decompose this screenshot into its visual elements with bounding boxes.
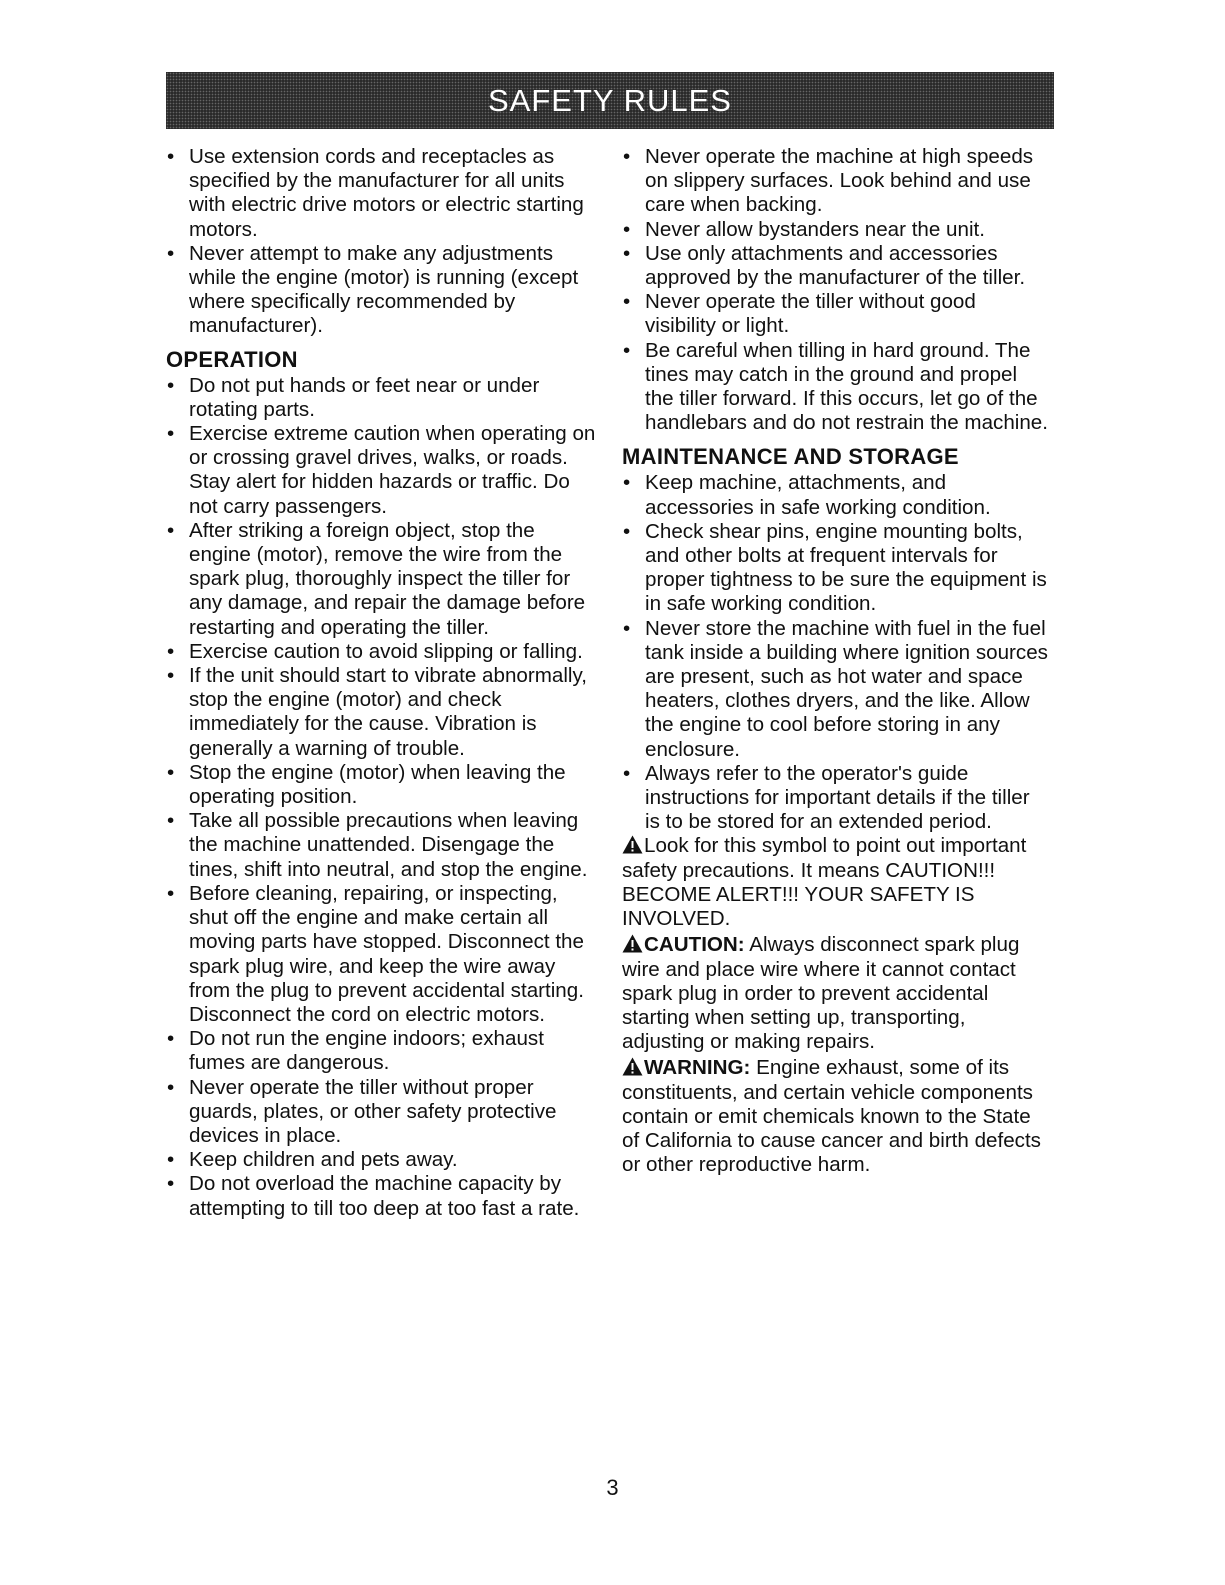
symbol-note-text: Look for this symbol to point out important safety precautions. It means CAUTION!!! BECOME ALERT!!! YOUR SAFETY IS INVOLVED.	[622, 834, 1027, 931]
caution-note	[622, 933, 1050, 1054]
warning-text: Engine exhaust, some of its constituents, and certain vehicle components contain or emit chemicals known to the State of California to cause cancer and birth defects or other reproductive harm.	[622, 1056, 1041, 1177]
warning-triangle-icon	[622, 835, 643, 854]
page-title: SAFETY RULES	[487, 82, 732, 118]
caution-text: Always disconnect spark plug wire and place wire where it cannot contact spark plug in order to prevent accidental starting when setting up, transporting, adjusting or making repairs.	[622, 933, 1020, 1054]
list-item: • Never attempt to make any adjustments while the engine (motor) is running (except where specifically recommended by manufacturer).	[166, 242, 598, 339]
list-item: • Do not run the engine indoors; exhaust fumes are dangerous.	[166, 1027, 598, 1075]
list-item: • Use only attachments and accessories approved by the manufacturer of the tiller.	[622, 242, 1050, 290]
list-item: • Never store the machine with fuel in the fuel tank inside a building where ignition sources are present, such as hot water and space heaters, clothes dryers, and the like. Allow the engine to cool before storing in any enclosure.	[622, 617, 1050, 762]
list-item: • Never operate the tiller without proper guards, plates, or other safety protective devices in place.	[166, 1076, 598, 1149]
warning-triangle-icon	[622, 934, 643, 953]
list-item: • Never operate the machine at high speeds on slippery surfaces. Look behind and use care when backing.	[622, 145, 1050, 218]
list-item: • Always refer to the operator's guide instructions for important details if the tiller is to be stored for an extended period.	[622, 762, 1050, 835]
list-item: • Keep machine, attachments, and accessories in safe working condition.	[622, 471, 1050, 519]
list-item: • Stop the engine (motor) when leaving the operating position.	[166, 761, 598, 809]
operation-continued-list	[622, 145, 1050, 435]
operation-list	[166, 374, 598, 1221]
left-column	[166, 145, 598, 1221]
symbol-note	[622, 834, 1050, 931]
intro-list	[166, 145, 598, 339]
list-item: • Never allow bystanders near the unit.	[622, 218, 1050, 242]
list-item: • If the unit should start to vibrate abnormally, stop the engine (motor) and check immediately for the cause. Vibration is generally a warning of trouble.	[166, 664, 598, 761]
list-item: • Take all possible precautions when leaving the machine unattended. Disengage the tines, shift into neutral, and stop the engine.	[166, 809, 598, 882]
list-item: • Use extension cords and receptacles as specified by the manufacturer for all units with electric drive motors or electric starting motors.	[166, 145, 598, 242]
warning-label: WARNING:	[644, 1056, 751, 1080]
right-column	[622, 145, 1050, 1177]
list-item: • Check shear pins, engine mounting bolts, and other bolts at frequent intervals for proper tightness to be sure the equipment is in safe working condition.	[622, 520, 1050, 617]
warning-triangle-icon	[622, 1057, 643, 1076]
list-item: • Exercise caution to avoid slipping or falling.	[166, 640, 598, 664]
list-item: • Before cleaning, repairing, or inspecting, shut off the engine and make certain all moving parts have stopped. Disconnect the spark plug wire, and keep the wire away from the plug to prevent accidental starting. Disconnect the cord on electric motors.	[166, 882, 598, 1027]
list-item: • Exercise extreme caution when operating on or crossing gravel drives, walks, or roads. Stay alert for hidden hazards or traffic. Do not carry passengers.	[166, 422, 598, 519]
list-item: • Keep children and pets away.	[166, 1148, 598, 1172]
caution-label: CAUTION:	[644, 933, 745, 957]
section-banner	[166, 72, 1054, 129]
maintenance-list	[622, 471, 1050, 834]
list-item: • Do not overload the machine capacity by attempting to till too deep at too fast a rate.	[166, 1172, 598, 1220]
maintenance-heading: MAINTENANCE AND STORAGE	[622, 444, 959, 470]
list-item: • Do not put hands or feet near or under rotating parts.	[166, 374, 598, 422]
list-item: • Be careful when tilling in hard ground. The tines may catch in the ground and propel the tiller forward. If this occurs, let go of the handlebars and do not restrain the machine.	[622, 339, 1050, 436]
operation-heading: OPERATION	[166, 346, 298, 372]
list-item: • After striking a foreign object, stop the engine (motor), remove the wire from the spark plug, thoroughly inspect the tiller for any damage, and repair the damage before restarting and operating the tiller.	[166, 519, 598, 640]
page-number: 3	[606, 1475, 619, 1500]
list-item: • Never operate the tiller without good visibility or light.	[622, 290, 1050, 338]
warning-note	[622, 1056, 1050, 1177]
